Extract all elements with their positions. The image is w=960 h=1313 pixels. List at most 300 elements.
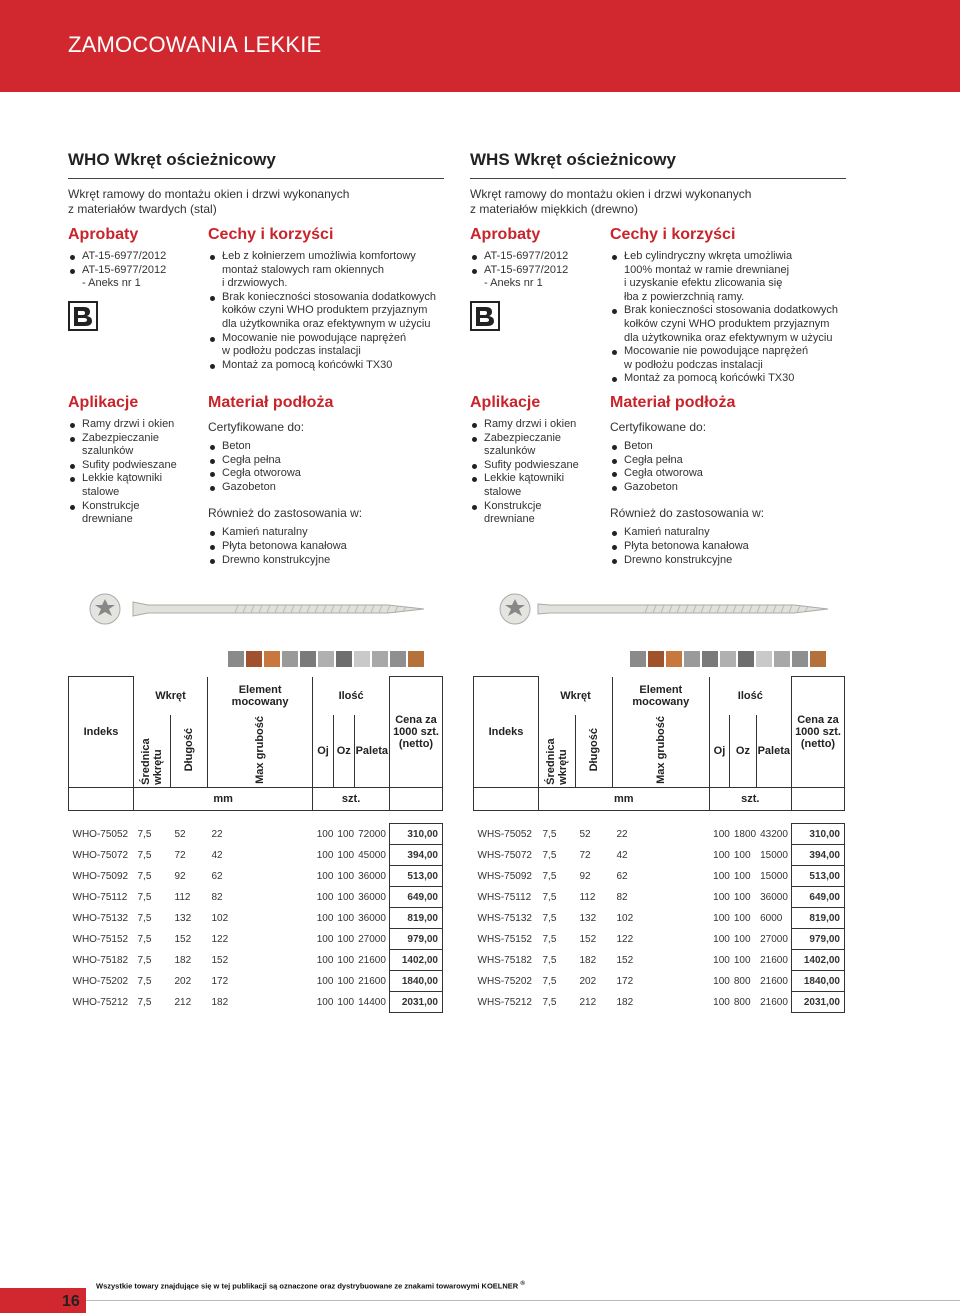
table-cell: 100: [316, 870, 334, 882]
cell-indeks: WHS-75052: [477, 828, 532, 840]
material-swatch: [408, 651, 424, 667]
cell-price: 1840,00: [792, 971, 845, 992]
who-screw-image: [88, 592, 428, 626]
col-header-ilosc: Ilość: [313, 677, 390, 715]
table-cell: 27000: [760, 933, 788, 945]
table-cell: 7,5: [542, 996, 557, 1008]
aprobaty-heading: Aprobaty: [68, 226, 139, 243]
table-cell: 100: [733, 870, 751, 882]
cell-indeks: WHS-75112: [477, 891, 532, 903]
table-cell: 21600: [358, 975, 386, 987]
table-row: [69, 971, 443, 992]
material-swatch: [336, 651, 352, 667]
line: Lekkie kątowniki: [484, 472, 565, 485]
table-cell: 7,5: [137, 891, 152, 903]
aplikacje-section: [68, 394, 198, 527]
table-row: [69, 950, 443, 971]
cell-indeks: WHS-75092: [477, 870, 532, 882]
aprobaty-heading: Aprobaty: [470, 226, 541, 243]
material-swatch: [720, 651, 736, 667]
material-section: [610, 394, 860, 567]
cechy-list: [610, 250, 860, 386]
list-item: AT-15-6977/2012: [68, 250, 198, 264]
table-cell: 132: [579, 912, 597, 924]
col-header-oj: Oj: [313, 715, 334, 788]
table-cell: 36000: [358, 891, 386, 903]
table-row: [69, 929, 443, 950]
cell-indeks: WHO-75212: [72, 996, 129, 1008]
list-item: Cegła pełna: [610, 454, 860, 468]
col-header-paleta: Paleta: [756, 715, 791, 788]
product-description: [470, 187, 846, 217]
list-item: [68, 500, 198, 527]
cell-price: 1402,00: [390, 950, 443, 971]
vertical-label: Max grubość: [254, 715, 267, 784]
table-cell: 800: [733, 975, 751, 987]
cert-list: [208, 440, 458, 494]
material-swatch: [372, 651, 388, 667]
cell-price: 979,00: [390, 929, 443, 950]
col-header-srednica: [134, 715, 171, 788]
table-cell: 7,5: [542, 849, 557, 861]
line: Konstrukcje: [82, 499, 140, 512]
table-cell: 100: [316, 849, 334, 861]
cell-price: 649,00: [792, 887, 845, 908]
material-swatch: [792, 651, 808, 667]
cechy-list: [208, 250, 458, 372]
table-cell: 132: [174, 912, 192, 924]
product-who: [68, 150, 444, 217]
material-swatch: [354, 651, 370, 667]
table-cell: 100: [337, 828, 355, 840]
cert-list: [610, 440, 860, 494]
table-cell: 62: [211, 870, 223, 882]
line: 100% montaż w ramie drewnianej: [624, 263, 790, 276]
table-row: [474, 866, 845, 887]
cell-price: 310,00: [390, 824, 443, 845]
list-item: [208, 250, 458, 291]
table-spacer: [69, 811, 443, 824]
description-line: Wkręt ramowy do montażu okien i drzwi wykonanych: [470, 187, 752, 201]
table-cell: 27000: [358, 933, 386, 945]
material-swatch: [300, 651, 316, 667]
list-item: AT-15-6977/2012: [470, 250, 600, 264]
list-item: Drewno konstrukcyjne: [208, 554, 458, 568]
line: Łeb cylindryczny wkręta umożliwia: [624, 250, 793, 262]
list-item: AT-15-6977/2012: [470, 264, 600, 278]
cell-price: 310,00: [792, 824, 845, 845]
col-header-dlugosc: [576, 715, 613, 788]
footnote-text: Wszystkie towary znajdujące się w tej publikacji są oznaczone oraz dystrybuowane ze znakami towarowymi KOELNER: [96, 1281, 519, 1291]
table-cell: 100: [733, 933, 751, 945]
material-swatch: [684, 651, 700, 667]
cell-indeks: WHO-75202: [72, 975, 129, 987]
table-row: [69, 887, 443, 908]
list-item: [470, 472, 600, 499]
unit-cell: [69, 788, 134, 811]
list-item: Kamień naturalny: [208, 526, 458, 540]
cell-price: 394,00: [390, 845, 443, 866]
also-label: Również do zastosowania w:: [610, 506, 765, 521]
description-line: z materiałów miękkich (drewno): [470, 202, 639, 216]
description-line: z materiałów twardych (stal): [68, 202, 217, 216]
table-cell: 100: [316, 891, 334, 903]
cell-price: 819,00: [390, 908, 443, 929]
line: Konstrukcje: [484, 499, 542, 512]
whs-screw-image: [498, 592, 832, 626]
aplikacje-list: [470, 418, 600, 527]
line: Łeb z kołnierzem umożliwia komfortowy: [222, 250, 416, 262]
list-item: Beton: [610, 440, 860, 454]
table-cell: 100: [713, 975, 730, 987]
table-cell: 52: [174, 828, 186, 840]
cell-indeks: WHO-75072: [72, 849, 129, 861]
table-row: [474, 992, 845, 1013]
table-row: [69, 908, 443, 929]
table-cell: 82: [616, 891, 628, 903]
material-swatch: [810, 651, 826, 667]
table-cell: 100: [713, 933, 730, 945]
cechy-heading: Cechy i korzyści: [208, 226, 334, 243]
cell-indeks: WHO-75112: [72, 891, 128, 903]
list-item: [470, 500, 600, 527]
table-row: [474, 971, 845, 992]
cell-price: 649,00: [390, 887, 443, 908]
table-cell: 7,5: [137, 996, 152, 1008]
footer-divider: [86, 1300, 960, 1301]
table-row: [69, 992, 443, 1013]
also-label: Również do zastosowania w:: [208, 506, 363, 521]
table-cell: 100: [337, 891, 355, 903]
col-header-oz: Oz: [730, 715, 756, 788]
table-cell: 100: [337, 954, 355, 966]
table-cell: 7,5: [542, 870, 557, 882]
cell-price: 513,00: [390, 866, 443, 887]
material-swatch: [648, 651, 664, 667]
table-cell: 21600: [358, 954, 386, 966]
line: Mocowanie nie powodujące naprężeń: [222, 331, 407, 344]
product-title: WHO Wkręt ościeżnicowy: [68, 150, 444, 179]
table-cell: 100: [337, 912, 355, 924]
table-cell: 182: [211, 996, 229, 1008]
table-row: [474, 887, 845, 908]
table-row: [474, 950, 845, 971]
material-swatch: [282, 651, 298, 667]
list-item: [208, 291, 458, 332]
col-header-max: [613, 715, 710, 788]
table-cell: 100: [316, 975, 334, 987]
line: łba z powierzchnią ramy.: [624, 290, 745, 303]
line: Mocowanie nie powodujące naprężeń: [624, 345, 809, 358]
cell-price: 819,00: [792, 908, 845, 929]
unit-cell: [390, 788, 443, 811]
table-cell: 72: [579, 849, 591, 861]
table-cell: 100: [713, 912, 730, 924]
cell-indeks: WHS-75202: [477, 975, 532, 987]
table-cell: 7,5: [542, 933, 557, 945]
cell-price: 1402,00: [792, 950, 845, 971]
cell-indeks: WHS-75212: [477, 996, 532, 1008]
list-item: [610, 304, 860, 345]
col-header-srednica: [539, 715, 576, 788]
col-header-max: [208, 715, 313, 788]
cell-price: 394,00: [792, 845, 845, 866]
table-cell: 45000: [358, 849, 386, 861]
list-item: Cegła otworowa: [610, 467, 860, 481]
list-item: [68, 432, 198, 459]
cell-indeks: WHS-75072: [477, 849, 532, 861]
col-header-indeks: Indeks: [69, 677, 134, 788]
list-item: Płyta betonowa kanałowa: [610, 540, 860, 554]
header-banner: [0, 0, 960, 92]
table-cell: 112: [174, 891, 191, 903]
registered-mark: ®: [520, 1280, 525, 1287]
table-cell: 122: [616, 933, 634, 945]
table-cell: 42: [616, 849, 628, 861]
table-cell: 21600: [760, 954, 788, 966]
unit-cell: [792, 788, 845, 811]
cechy-heading: Cechy i korzyści: [610, 226, 736, 243]
cell-indeks: WHS-75152: [477, 933, 532, 945]
col-header-element: Element mocowany: [208, 677, 313, 715]
list-item: AT-15-6977/2012: [68, 264, 198, 278]
product-table-whs: [473, 676, 845, 1013]
col-header-wkret: Wkręt: [134, 677, 208, 715]
table-row: [474, 824, 845, 845]
table-row: [69, 824, 443, 845]
table-cell: 6000: [760, 912, 783, 924]
table-cell: 7,5: [542, 828, 557, 840]
col-header-dlugosc: [171, 715, 208, 788]
cert-label: Certyfikowane do:: [610, 420, 707, 434]
certificate-b-icon: [470, 301, 500, 331]
unit-szt: szt.: [709, 788, 791, 811]
material-heading: Materiał podłoża: [610, 394, 736, 411]
table-cell: 7,5: [137, 933, 152, 945]
cert-label: Certyfikowane do:: [208, 420, 305, 434]
product-table-who: [68, 676, 443, 1013]
cell-price: 1840,00: [390, 971, 443, 992]
line: i drzwiowych.: [222, 277, 288, 290]
also-list: [208, 526, 458, 567]
cell-price: 2031,00: [792, 992, 845, 1013]
line: szalunków: [82, 445, 134, 458]
table-cell: 100: [713, 870, 730, 882]
list-item: - Aneks nr 1: [82, 277, 141, 290]
table-cell: 100: [316, 933, 334, 945]
cell-indeks: WHO-75182: [72, 954, 129, 966]
line: montaż stalowych ram okiennych: [222, 263, 385, 276]
table-row: [69, 866, 443, 887]
table-row: [474, 845, 845, 866]
cell-price: 979,00: [792, 929, 845, 950]
list-item: [610, 345, 860, 372]
table-cell: 92: [579, 870, 591, 882]
table-cell: 212: [174, 996, 192, 1008]
table-cell: 172: [211, 975, 229, 987]
line: Zabezpieczanie: [82, 431, 160, 444]
cell-indeks: WHO-75152: [72, 933, 129, 945]
table-cell: 100: [337, 996, 355, 1008]
cechy-section: [610, 226, 860, 386]
cell-price: 513,00: [792, 866, 845, 887]
material-swatch: [228, 651, 244, 667]
material-swatches: [630, 651, 826, 667]
line: kołków czyni WHO produktem przyjaznym: [222, 304, 428, 317]
cell-indeks: WHO-75132: [72, 912, 129, 924]
table-cell: 182: [616, 996, 634, 1008]
list-item: [610, 250, 860, 304]
table-cell: 102: [616, 912, 634, 924]
table-cell: 102: [211, 912, 229, 924]
table-cell: 14400: [358, 996, 386, 1008]
table-cell: 112: [579, 891, 596, 903]
line: szalunków: [484, 445, 536, 458]
material-swatch: [756, 651, 772, 667]
material-swatch: [666, 651, 682, 667]
material-swatch: [390, 651, 406, 667]
product-title: WHS Wkręt ościeżnicowy: [470, 150, 846, 179]
table-cell: 100: [337, 975, 355, 987]
list-item: Cegła otworowa: [208, 467, 458, 481]
cell-indeks: WHO-75092: [72, 870, 129, 882]
table-cell: 7,5: [137, 975, 152, 987]
table-cell: 72: [174, 849, 186, 861]
vertical-label: Długość: [183, 727, 195, 772]
table-cell: 100: [733, 912, 751, 924]
vertical-label: Max grubość: [654, 715, 667, 784]
table-row: [474, 929, 845, 950]
table-cell: 100: [337, 849, 355, 861]
table-cell: 1800: [733, 828, 757, 840]
material-section: [208, 394, 458, 567]
aprobaty-section: [470, 226, 600, 336]
table-cell: 152: [174, 933, 192, 945]
list-item: Sufity podwieszane: [68, 459, 198, 473]
list-item: [68, 472, 198, 499]
unit-cell: [474, 788, 539, 811]
line: stalowe: [484, 485, 522, 498]
aprobaty-section: [68, 226, 198, 336]
table-cell: 21600: [760, 975, 788, 987]
line: w podłożu podczas instalacji: [222, 345, 361, 358]
vertical-label: Średnica wkrętu: [140, 738, 164, 785]
aplikacje-heading: Aplikacje: [68, 394, 139, 411]
table-cell: 7,5: [542, 912, 557, 924]
table-cell: 36000: [760, 891, 788, 903]
table-cell: 7,5: [542, 975, 557, 987]
table-cell: 82: [211, 891, 223, 903]
certificate-b-icon: [68, 301, 98, 331]
table-cell: 152: [211, 954, 229, 966]
material-swatch: [774, 651, 790, 667]
product-description: [68, 187, 444, 217]
table-cell: 42: [211, 849, 223, 861]
table-cell: 172: [616, 975, 634, 987]
unit-mm: mm: [134, 788, 313, 811]
vertical-label: Średnica wkrętu: [545, 738, 569, 785]
table-cell: 22: [616, 828, 628, 840]
line: drewniane: [484, 513, 535, 526]
table-cell: 202: [579, 975, 597, 987]
line: Lekkie kątowniki: [82, 472, 163, 485]
table-cell: 100: [733, 849, 751, 861]
list-item: [208, 332, 458, 359]
cell-indeks: WHS-75182: [477, 954, 532, 966]
table-cell: 100: [713, 996, 730, 1008]
table-cell: 36000: [358, 870, 386, 882]
material-swatch: [702, 651, 718, 667]
material-swatch: [318, 651, 334, 667]
table-cell: 100: [316, 828, 334, 840]
material-swatches: [228, 651, 424, 667]
cell-price: 2031,00: [390, 992, 443, 1013]
line: dla użytkownika oraz efektywnym w użyciu: [624, 331, 833, 344]
table-cell: 43200: [760, 828, 788, 840]
line: w podłożu podczas instalacji: [624, 358, 763, 371]
table-cell: 7,5: [137, 849, 152, 861]
footnote: [96, 1280, 525, 1291]
col-header-oj: Oj: [709, 715, 730, 788]
list-item: Cegła pełna: [208, 454, 458, 468]
list-item: Ramy drzwi i okien: [68, 418, 198, 432]
table-cell: 7,5: [137, 828, 152, 840]
aplikacje-section: [470, 394, 600, 527]
unit-mm: mm: [539, 788, 710, 811]
col-header-oz: Oz: [333, 715, 354, 788]
aprobaty-list: [68, 250, 198, 291]
table-cell: 212: [579, 996, 597, 1008]
vertical-label: Długość: [588, 727, 600, 772]
table-cell: 182: [174, 954, 192, 966]
list-item: Gazobeton: [610, 481, 860, 495]
description-line: Wkręt ramowy do montażu okien i drzwi wykonanych: [68, 187, 350, 201]
aprobaty-list: [470, 250, 600, 291]
material-swatch: [246, 651, 262, 667]
list-item: Drewno konstrukcyjne: [610, 554, 860, 568]
table-cell: 122: [211, 933, 229, 945]
table-cell: 7,5: [137, 954, 152, 966]
table-cell: 92: [174, 870, 186, 882]
cell-indeks: WHO-75052: [72, 828, 129, 840]
table-cell: 7,5: [137, 870, 152, 882]
table-cell: 72000: [358, 828, 386, 840]
table-cell: 800: [733, 996, 751, 1008]
line: Brak konieczności stosowania dodatkowych: [624, 304, 839, 317]
aplikacje-list: [68, 418, 198, 527]
list-item: Kamień naturalny: [610, 526, 860, 540]
table-cell: 100: [713, 828, 730, 840]
col-header-indeks: Indeks: [474, 677, 539, 788]
table-cell: 62: [616, 870, 628, 882]
table-cell: 7,5: [137, 912, 152, 924]
list-item: Montaż za pomocą końcówki TX30: [610, 372, 860, 386]
table-cell: 100: [316, 954, 334, 966]
table-cell: 100: [713, 954, 730, 966]
table-cell: 21600: [760, 996, 788, 1008]
table-cell: 100: [733, 891, 751, 903]
table-cell: 152: [579, 933, 597, 945]
list-item: Montaż za pomocą końcówki TX30: [208, 359, 458, 373]
table-cell: 7,5: [542, 891, 557, 903]
table-cell: 7,5: [542, 954, 557, 966]
table-cell: 100: [713, 891, 730, 903]
list-item: Gazobeton: [208, 481, 458, 495]
unit-szt: szt.: [313, 788, 390, 811]
line: drewniane: [82, 513, 133, 526]
cell-indeks: WHS-75132: [477, 912, 532, 924]
table-row: [69, 845, 443, 866]
